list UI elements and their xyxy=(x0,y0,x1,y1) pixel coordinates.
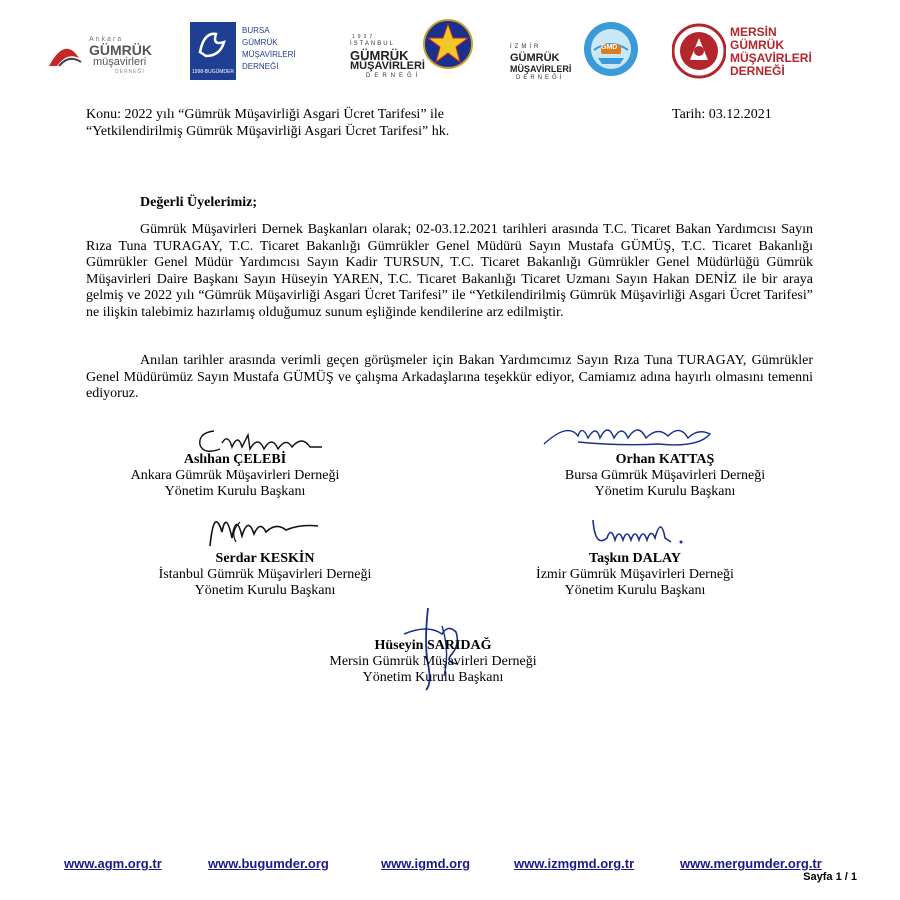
logo-text: BURSA xyxy=(242,26,270,35)
logo-text: GÜMRÜK xyxy=(350,48,409,63)
signatory-title: Yönetim Kurulu Başkanı xyxy=(594,484,736,499)
istanbul-association-logo xyxy=(350,18,480,90)
signatory-name: Orhan KATTAŞ xyxy=(615,452,715,467)
signature-block-mersin xyxy=(278,638,588,686)
mersin-logo-emblem-icon xyxy=(672,20,726,82)
signatory-organization: İstanbul Gümrük Müşavirleri Derneği xyxy=(158,567,372,582)
logo-text: GÜMRÜK xyxy=(510,52,560,64)
page-number: Sayfa 1 / 1 xyxy=(803,871,857,883)
signatory-title: Yönetim Kurulu Başkanı xyxy=(194,583,336,598)
signature-block-izmir xyxy=(480,551,790,599)
signatory-organization: Ankara Gümrük Müşavirleri Derneği xyxy=(130,468,340,483)
footer-link-izmgmd[interactable]: www.izmgmd.org.tr xyxy=(514,856,635,871)
salutation: Değerli Üyelerimiz; xyxy=(140,195,257,210)
signatory-organization: İzmir Gümrük Müşavirleri Derneği xyxy=(536,567,734,582)
logo-text: müşavirleri xyxy=(93,56,147,68)
signatory-name: Aslıhan ÇELEBİ xyxy=(183,452,287,467)
logo-text: GÜMRÜK xyxy=(89,42,152,58)
signature-dalay-icon xyxy=(585,508,695,550)
footer-link-mergumder[interactable]: www.mergumder.org.tr xyxy=(680,856,822,871)
signature-block-bursa xyxy=(510,452,820,500)
signatory-title: Yönetim Kurulu Başkanı xyxy=(564,583,706,598)
signatory-organization: Mersin Gümrük Müşavirleri Derneği xyxy=(329,654,537,669)
footer-link-igmd[interactable]: www.igmd.org xyxy=(381,856,471,871)
signature-block-istanbul xyxy=(110,551,420,599)
logo-text: İZMİR xyxy=(510,44,542,50)
bursa-association-logo xyxy=(190,18,310,90)
signatory-title: Yönetim Kurulu Başkanı xyxy=(362,670,504,685)
logo-text: Ankara xyxy=(89,36,124,43)
logo-text: DERNEĞİ xyxy=(115,69,145,75)
logo-text: DERNEĞİ xyxy=(242,62,279,71)
logo-text: MÜŞAVİRLERİ xyxy=(730,51,812,65)
signature-kattas-icon xyxy=(538,418,728,452)
logo-text: GÜMRÜK xyxy=(730,38,784,52)
mersin-association-logo xyxy=(672,18,812,90)
subject-line-2: “Yetkilendirilmiş Gümrük Müşavirliği Asgari Ücret Tarifesi” hk. xyxy=(86,124,450,139)
signatory-organization: Bursa Gümrük Müşavirleri Derneği xyxy=(564,468,766,483)
signature-keskin-icon xyxy=(200,502,330,550)
footer-link-agm[interactable]: www.agm.org.tr xyxy=(64,856,162,871)
logo-text: İSTANBUL xyxy=(350,41,395,47)
footer-link-bugumder[interactable]: www.bugumder.org xyxy=(208,856,329,871)
logo-text: DERNEĞİ xyxy=(366,73,422,79)
logo-text: MÜŞAVİRLERİ xyxy=(510,64,572,74)
body-paragraph-2: Anılan tarihler arasında verimli geçen görüşmeler için Bakan Yardımcımız Sayın Rıza Tuna TURAGAY, Gümrükler Genel Müdürümüz Sayın Mustafa GÜMÜŞ ve çalışma Arkadaşlarına teşekkür ediyor, Camiamız adına hayırlı olmasını temenni ediyoruz. xyxy=(86,353,813,401)
signatory-name: Taşkın DALAY xyxy=(589,551,681,566)
ankara-logo-emblem-icon xyxy=(45,32,85,72)
body-paragraph-1: Gümrük Müşavirleri Dernek Başkanları olarak; 02-03.12.2021 tarihleri arasında T.C. Ticaret Bakan Yardımcısı Sayın Rıza Tuna TURAGAY, T.C. Ticaret Bakanlığı Gümrükler Genel Müdürü Sayın Mustafa GÜMÜŞ, T.C. Ticaret Bakanlığı Gümrükler Genel Müdür Yardımcısı Sayın Kadir TURSUN, T.C. Ticaret Bakanlığı Gümrükler Genel Müdürlüğü Gümrük Müşavirleri Daire Başkanı Sayın Hüseyin YAREN, T.C. Ticaret Bakanlığı Ticaret Uzmanı Sayın Hakan DENİZ ile bir araya gelmiş ve 2022 yılı “Gümrük Müşavirliği Asgari Ücret Tarifesi” ile “Yetkilendirilmiş Gümrük Müşavirliği Asgari Ücret Tarifesi” ne ilişkin talebimiz hazırlamış olduğumuz sunum eşliğinde kendilerine arz edilmiştir. xyxy=(86,222,813,320)
logo-badge-text: GMD xyxy=(601,44,618,51)
logo-text: 1998-BUGÜMDER xyxy=(192,69,234,75)
logo-text: MÜŞAVİRLERİ xyxy=(242,50,296,59)
logo-text: DERNEĞİ xyxy=(516,75,565,81)
document-date: Tarih: 03.12.2021 xyxy=(672,107,772,122)
signatory-name: Serdar KESKİN xyxy=(215,551,315,566)
logo-text: GÜMRÜK xyxy=(242,38,278,47)
izmir-association-logo xyxy=(510,18,640,90)
logo-text: 1927 xyxy=(352,34,376,40)
logo-text: MÜŞAVİRLERİ xyxy=(350,60,425,72)
ankara-association-logo xyxy=(45,18,180,90)
logo-text: MERSİN xyxy=(730,25,777,39)
signatory-title: Yönetim Kurulu Başkanı xyxy=(164,484,306,499)
logo-text: DERNEĞİ xyxy=(730,64,785,78)
signatory-name: Hüseyin SARIDAĞ xyxy=(374,638,492,653)
signature-block-ankara xyxy=(80,452,390,500)
subject-line-1: Konu: 2022 yılı “Gümrük Müşavirliği Asgari Ücret Tarifesi” ile xyxy=(86,107,445,122)
istanbul-logo-star-emblem-icon xyxy=(422,18,474,70)
